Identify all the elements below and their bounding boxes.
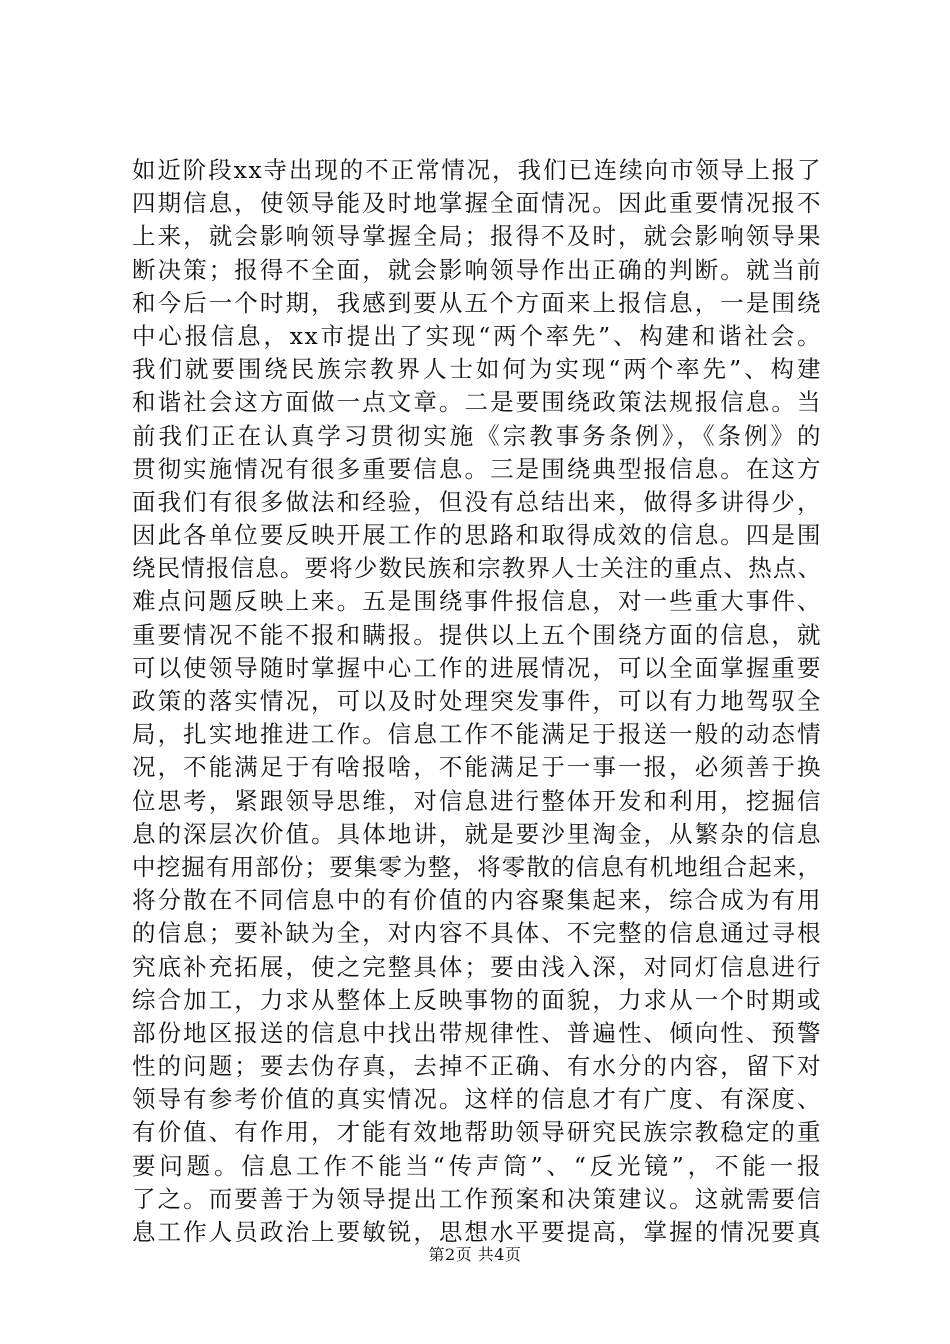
text-line: 况，不能满足于有啥报啥，不能满足于一事一报，必须善于换	[132, 753, 822, 782]
text-line: 息工作人员政治上要敏锐，思想水平要提高，掌握的情况要真	[132, 1218, 822, 1246]
text-line: 可以使领导随时掌握中心工作的进展情况，可以全面掌握重要	[132, 653, 822, 682]
text-line: 和谐社会这方面做一点文章。二是要围绕政策法规报信息。当	[132, 388, 822, 417]
text-line: 究底补充拓展，使之完整具体；要由浅入深，对同灯信息进行	[132, 952, 822, 981]
text-line: 难点问题反映上来。五是围绕事件报信息，对一些重大事件、	[132, 587, 822, 616]
text-line: 领导有参考价值的真实情况。这样的信息才有广度、有深度、	[132, 1085, 822, 1114]
text-line: 性的问题；要去伪存真，去掉不正确、有水分的内容，留下对	[132, 1052, 822, 1081]
text-line: 位思考，紧跟领导思维，对信息进行整体开发和利用，挖掘信	[132, 786, 822, 815]
text-line: 因此各单位要反映开展工作的思路和取得成效的信息。四是围	[132, 521, 822, 550]
body-text	[132, 154, 822, 1249]
text-line: 四期信息，使领导能及时地掌握全面情况。因此重要情况报不	[132, 189, 822, 218]
text-line: 中心报信息，xx市提出了实现“两个率先”、构建和谐社会。	[132, 321, 822, 350]
text-line: 绕民情报信息。要将少数民族和宗教界人士关注的重点、热点、	[132, 554, 822, 583]
text-line: 重要情况不能不报和瞒报。提供以上五个围绕方面的信息，就	[132, 620, 822, 649]
text-line: 部份地区报送的信息中找出带规律性、普遍性、倾向性、预警	[132, 1018, 822, 1047]
text-line: 贯彻实施情况有很多重要信息。三是围绕典型报信息。在这方	[132, 454, 822, 483]
text-line: 面我们有很多做法和经验，但没有总结出来，做得多讲得少，	[132, 487, 822, 516]
page-footer: 第2页 共4页	[428, 1245, 522, 1264]
text-line: 我们就要围绕民族宗教界人士如何为实现“两个率先”、构建	[132, 355, 822, 384]
text-line: 政策的落实情况，可以及时处理突发事件，可以有力地驾驭全	[132, 687, 822, 715]
text-line: 断决策；报得不全面，就会影响领导作出正确的判断。就当前	[132, 255, 822, 284]
text-line: 要问题。信息工作不能当“传声筒”、“反光镜”，不能一报	[132, 1151, 822, 1180]
text-line: 和今后一个时期，我感到要从五个方面来上报信息，一是围绕	[132, 288, 822, 317]
text-line: 的信息；要补缺为全，对内容不具体、不完整的信息通过寻根	[132, 919, 822, 948]
text-line: 息的深层次价值。具体地讲，就是要沙里淘金，从繁杂的信息	[132, 819, 822, 848]
text-line: 前我们正在认真学习贯彻实施《宗教事务条例》，《条例》的	[132, 421, 822, 450]
text-line: 有价值、有作用，才能有效地帮助领导研究民族宗教稳定的重	[132, 1118, 822, 1147]
text-line: 综合加工，力求从整体上反映事物的面貌，力求从一个时期或	[132, 985, 822, 1014]
text-line: 了之。而要善于为领导提出工作预案和决策建议。这就需要信	[132, 1184, 822, 1213]
text-line: 上来，就会影响领导掌握全局；报得不及时，就会影响领导果	[132, 222, 822, 251]
text-line: 局，扎实地推进工作。信息工作不能满足于报送一般的动态情	[132, 720, 822, 749]
text-line: 如近阶段xx寺出现的不正常情况，我们已连续向市领导上报了	[132, 156, 822, 184]
text-line: 将分散在不同信息中的有价值的内容聚集起来，综合成为有用	[132, 886, 822, 915]
text-line: 中挖掘有用部份；要集零为整，将零散的信息有机地组合起来，	[132, 852, 822, 881]
